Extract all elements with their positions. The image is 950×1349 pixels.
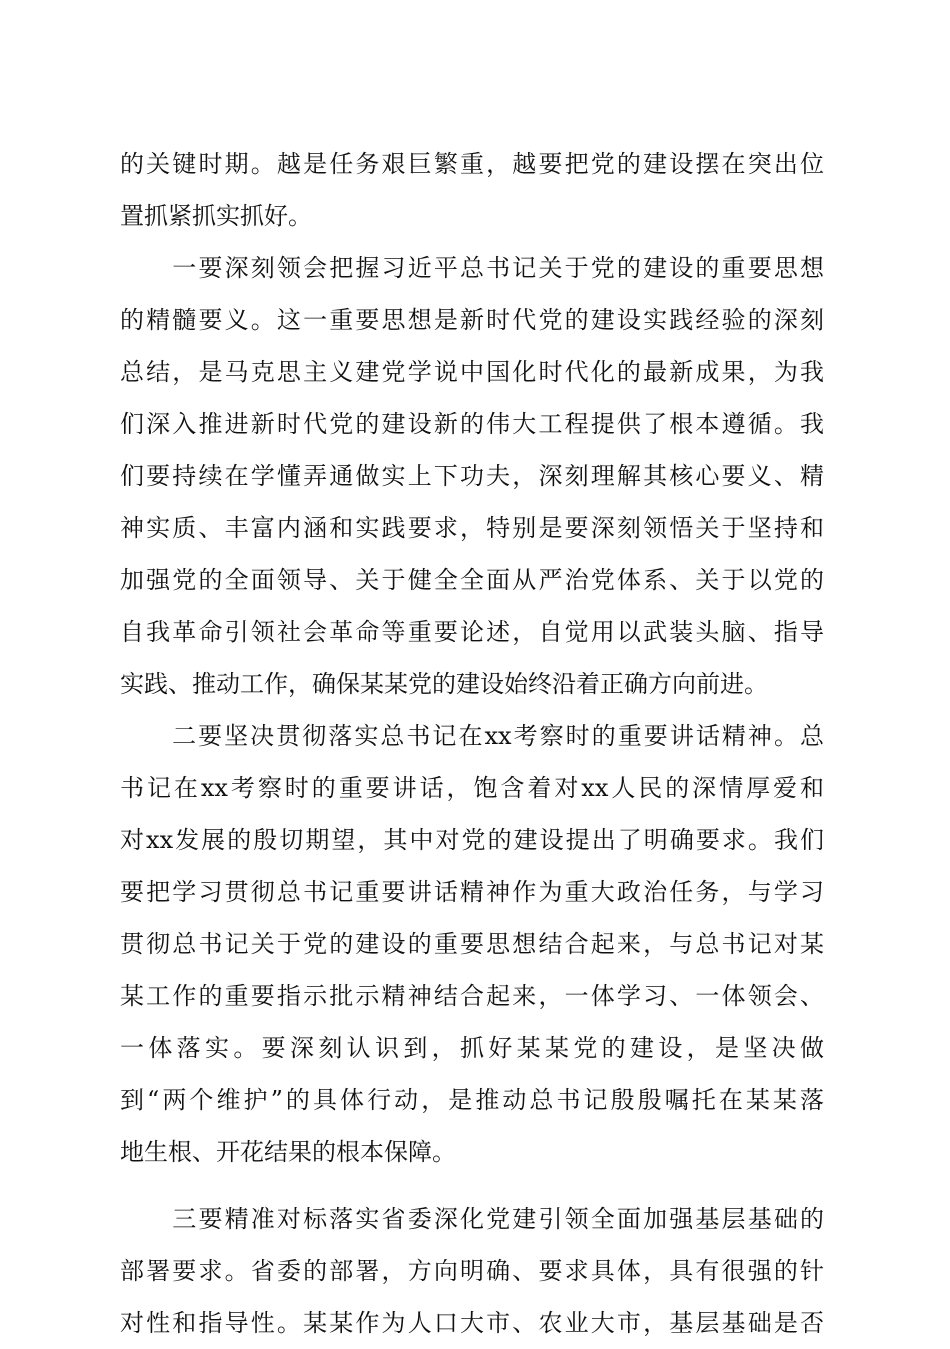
text-line: 的精髓要义。这一重要思想是新时代党的建设实践经验的深刻 (120, 306, 824, 334)
text-line: 某工作的重要指示批示精神结合起来，一体学习、一体领会、 (120, 982, 824, 1010)
text-line: 一体落实。要深刻认识到，抓好某某党的建设，是坚决做 (120, 1034, 824, 1062)
paragraph-1 (120, 138, 824, 242)
text-line: 书记在xx考察时的重要讲话，饱含着对xx人民的深情厚爱和 (120, 774, 824, 802)
text-line: 神实质、丰富内涵和实践要求，特别是要深刻领悟关于坚持和 (120, 514, 824, 542)
text-line: 要把学习贯彻总书记重要讲话精神作为重大政治任务，与学习 (120, 878, 824, 906)
text-line: 们要持续在学懂弄通做实上下功夫，深刻理解其核心要义、精 (120, 462, 824, 490)
paragraph-spacer (120, 1178, 824, 1193)
text-line: 部署要求。省委的部署，方向明确、要求具体，具有很强的针 (120, 1257, 824, 1285)
text-line: 地生根、开花结果的根本保障。 (120, 1138, 456, 1166)
paragraph-3 (120, 710, 824, 1178)
paragraph-4 (120, 1193, 824, 1349)
paragraph-2 (120, 242, 824, 710)
text-line: 对性和指导性。某某作为人口大市、农业大市，基层基础是否 (120, 1309, 824, 1337)
text-line: 对xx发展的殷切期望，其中对党的建设提出了明确要求。我们 (120, 826, 824, 854)
text-line: 贯彻总书记关于党的建设的重要思想结合起来，与总书记对某 (120, 930, 824, 958)
text-line: 三要精准对标落实省委深化党建引领全面加强基层基础的 (120, 1205, 824, 1233)
text-line: 们深入推进新时代党的建设新的伟大工程提供了根本遵循。我 (120, 410, 824, 438)
document-body (120, 138, 824, 1349)
text-line: 的关键时期。越是任务艰巨繁重，越要把党的建设摆在突出位 (120, 150, 824, 178)
text-line: 置抓紧抓实抓好。 (120, 202, 312, 230)
text-line: 二要坚决贯彻落实总书记在xx考察时的重要讲话精神。总 (120, 722, 824, 750)
text-line: 总结，是马克思主义建党学说中国化时代化的最新成果，为我 (120, 358, 824, 386)
text-line: 自我革命引领社会革命等重要论述，自觉用以武装头脑、指导 (120, 618, 824, 646)
text-line: 加强党的全面领导、关于健全全面从严治党体系、关于以党的 (120, 566, 824, 594)
text-line: 一要深刻领会把握习近平总书记关于党的建设的重要思想 (120, 254, 824, 282)
text-line: 实践、推动工作，确保某某党的建设始终沿着正确方向前进。 (120, 670, 768, 698)
text-line: 到“两个维护”的具体行动，是推动总书记殷殷嘱托在某某落 (120, 1086, 824, 1114)
